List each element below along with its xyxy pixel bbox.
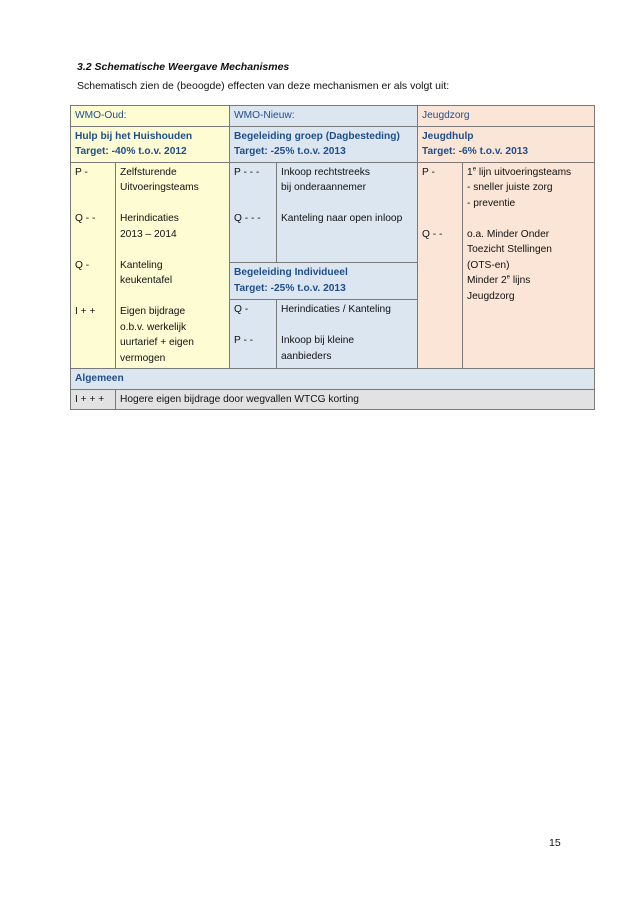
item-line: - sneller juiste zorg bbox=[467, 182, 553, 193]
algemeen-text: Hogere eigen bijdrage door wegvallen WTCG korting bbox=[116, 389, 595, 410]
item-line: o.a. Minder Onder bbox=[467, 228, 550, 240]
algemeen-header-row bbox=[71, 369, 595, 390]
groep-items bbox=[277, 162, 418, 263]
individueel-title: Begeleiding Individueel bbox=[234, 267, 348, 279]
individueel-items bbox=[277, 300, 418, 369]
item-line: - preventie bbox=[467, 197, 516, 209]
code: Q - - bbox=[422, 228, 443, 240]
table-row bbox=[71, 389, 595, 410]
oud-codes bbox=[71, 162, 116, 369]
item-line: aanbieders bbox=[281, 350, 332, 362]
individueel-target: Target: -25% t.o.v. 2013 bbox=[234, 282, 346, 294]
mechanisms-table bbox=[70, 105, 595, 410]
oud-items bbox=[116, 162, 230, 369]
item-line: Kanteling bbox=[120, 259, 163, 271]
subheader-oud bbox=[71, 126, 230, 162]
item-line: Inkoop bij kleine bbox=[281, 335, 355, 347]
header-wmo-nieuw: WMO-Nieuw: bbox=[230, 106, 418, 127]
section-heading: 3.2 Schematische Weergave Mechanismes bbox=[77, 61, 290, 73]
algemeen-code: I + + + bbox=[71, 389, 116, 410]
header-jeugdzorg: Jeugdzorg bbox=[418, 106, 595, 127]
code: P - - - bbox=[234, 166, 260, 178]
item-line: uurtarief + eigen bbox=[120, 337, 194, 348]
item-line: Inkoop rechtstreeks bbox=[281, 166, 370, 178]
subheader-nieuw-title: Begeleiding groep (Dagbesteding) bbox=[234, 130, 400, 142]
code: P - bbox=[422, 166, 435, 178]
item-line: (OTS-en) bbox=[467, 259, 510, 271]
subheader-jeugd-target: Target: -6% t.o.v. 2013 bbox=[422, 146, 529, 157]
individueel-codes bbox=[230, 300, 277, 369]
header-wmo-oud: WMO-Oud: bbox=[71, 106, 230, 127]
subheader-jeugd-title: Jeugdhulp bbox=[422, 130, 474, 142]
item-line: Eigen bijdrage bbox=[120, 306, 186, 317]
jeugd-codes bbox=[418, 162, 463, 369]
table-row bbox=[71, 162, 595, 263]
item-line: Kanteling naar open inloop bbox=[281, 213, 403, 224]
page-number: 15 bbox=[549, 837, 561, 849]
item-line: Uitvoeringsteams bbox=[120, 182, 199, 193]
subheader-oud-title: Hulp bij het Huishouden bbox=[75, 130, 193, 142]
item-line: 1e lijn uitvoeringsteams bbox=[467, 166, 572, 178]
table-header-row bbox=[71, 106, 595, 127]
code: Q - - bbox=[75, 213, 96, 224]
table-subheader-row bbox=[71, 126, 595, 162]
item-line: o.b.v. werkelijk bbox=[120, 321, 187, 333]
algemeen-header: Algemeen bbox=[71, 369, 595, 390]
begeleiding-individueel-header bbox=[230, 263, 418, 300]
item-line: Zelfsturende bbox=[120, 166, 177, 178]
groep-codes bbox=[230, 162, 277, 263]
subheader-nieuw bbox=[230, 126, 418, 162]
code: Q - - - bbox=[234, 213, 261, 224]
subheader-oud-target: Target: -40% t.o.v. 2012 bbox=[75, 146, 187, 157]
jeugd-items bbox=[463, 162, 595, 369]
item-line: Minder 2e lijns bbox=[467, 274, 531, 286]
item-line: 2013 – 2014 bbox=[120, 228, 177, 240]
code: I + + bbox=[75, 306, 96, 317]
intro-text: Schematisch zien de (beoogde) effecten van deze mechanismen er als volgt uit: bbox=[77, 80, 450, 92]
item-line: keukentafel bbox=[120, 275, 173, 286]
item-line: Jeugdzorg bbox=[467, 290, 515, 302]
item-line: vermogen bbox=[120, 352, 166, 364]
subheader-nieuw-target: Target: -25% t.o.v. 2013 bbox=[234, 146, 346, 157]
code: P - bbox=[75, 166, 88, 178]
item-line: Toezicht Stellingen bbox=[467, 244, 552, 255]
code: Q - bbox=[75, 259, 90, 271]
code: P - - bbox=[234, 335, 254, 347]
item-line: bij onderaannemer bbox=[281, 182, 366, 193]
item-line: Herindicaties / Kanteling bbox=[281, 304, 391, 316]
code: Q - bbox=[234, 304, 249, 316]
subheader-jeugd bbox=[418, 126, 595, 162]
item-line: Herindicaties bbox=[120, 213, 179, 224]
